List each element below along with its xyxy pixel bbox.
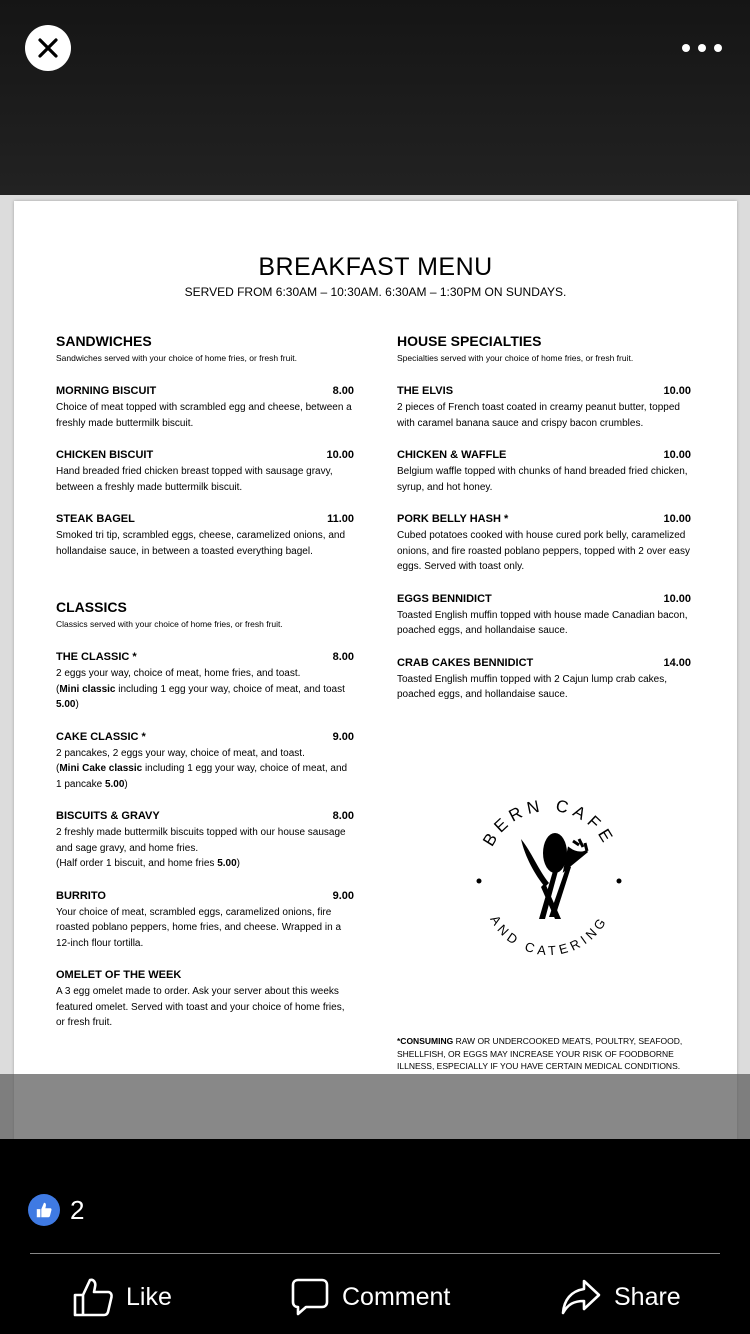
- item-desc: Toasted English muffin topped with house made Canadian bacon, poached eggs, and hollandaise sauce.: [397, 609, 688, 636]
- item-desc: 2 pieces of French toast coated in creamy peanut butter, topped with caramel banana sauce and crispy bacon crumbles.: [397, 402, 680, 429]
- svg-text:BERN CAFE: BERN CAFE: [479, 795, 619, 850]
- like-badge: [28, 1194, 60, 1226]
- item-desc: Choice of meat topped with scrambled egg and cheese, between a freshly made buttermilk biscuit.: [56, 402, 352, 429]
- item-desc: 2 pancakes, 2 eggs your way, choice of meat, and toast. (Mini Cake classic including 1 egg your way, choice of meat, and 1 pancake 5.00): [56, 747, 348, 790]
- item-name: BISCUITS & GRAVY: [56, 810, 160, 822]
- section-title-specialties: HOUSE SPECIALTIES: [397, 333, 542, 349]
- menu-item: [397, 657, 691, 703]
- reaction-bar: [0, 1139, 750, 1334]
- item-desc: A 3 egg omelet made to order. Ask your server about this weeks featured omelet. Served with toast and your choice of home fries, or fresh fruit.: [56, 986, 345, 1028]
- item-name: OMELET OF THE WEEK: [56, 969, 182, 981]
- close-button[interactable]: [25, 25, 71, 71]
- divider: [30, 1253, 720, 1254]
- item-desc: Belgium waffle topped with chunks of hand breaded fried chicken, syrup, and hot honey.: [397, 466, 688, 493]
- item-price: 10.00: [663, 592, 691, 605]
- share-label: Share: [614, 1282, 681, 1311]
- item-desc: 2 freshly made buttermilk biscuits topped with our house sausage and sage gravy, and home fries. (Half order 1 biscuit, and home fries 5.00): [56, 827, 346, 869]
- item-price: 10.00: [663, 385, 691, 397]
- item-name: MORNING BISCUIT: [56, 385, 157, 397]
- item-name: CHICKEN & WAFFLE: [397, 449, 507, 461]
- more-options-button[interactable]: [682, 38, 722, 58]
- menu-item: [397, 449, 691, 495]
- more-dot: [682, 44, 690, 52]
- section-note: Classics served with your choice of home fries, or fresh fruit.: [56, 619, 283, 629]
- item-price: 8.00: [332, 651, 354, 663]
- item-name: THE ELVIS: [397, 385, 454, 397]
- item-name: STEAK BAGEL: [56, 513, 135, 525]
- share-button[interactable]: [560, 1269, 681, 1325]
- menu-hours: SERVED FROM 6:30AM – 10:30AM. 6:30AM – 1:30PM ON SUNDAYS.: [184, 285, 567, 299]
- disclaimer-text: *CONSUMING RAW OR UNDERCOOKED MEATS, POULTRY, SEAFOOD, SHELLFISH, OR EGGS MAY INCREASE YOUR RISK OF FOODBORNE ILLNESS, ESPECIALLY IF YOU HAVE CERTAIN MEDICAL CONDITIONS.: [397, 1036, 683, 1071]
- photo-caption-overlay: [0, 1074, 750, 1139]
- item-desc: Toasted English muffin topped with 2 Cajun lump crab cakes, poached eggs, and hollandaise sauce.: [397, 673, 667, 700]
- menu-item: [56, 731, 354, 793]
- item-price: 11.00: [327, 513, 354, 525]
- item-name: THE CLASSIC *: [56, 651, 137, 663]
- section-note: Specialties served with your choice of home fries, or fresh fruit.: [397, 353, 634, 363]
- svg-text:AND CATERING: AND CATERING: [487, 912, 611, 959]
- menu-item: [56, 513, 354, 559]
- item-name: PORK BELLY HASH *: [397, 513, 509, 525]
- close-icon: [38, 38, 58, 58]
- menu-item: [56, 969, 354, 1031]
- menu-item: [56, 810, 354, 872]
- menu-left-column: [56, 333, 354, 1049]
- item-price: 9.00: [332, 889, 354, 902]
- menu-right-column: [397, 333, 691, 721]
- menu-item: [56, 385, 354, 431]
- bern-cafe-logo: [469, 791, 629, 961]
- menu-item: [397, 385, 691, 431]
- item-price: 10.00: [663, 449, 691, 461]
- item-price: 8.00: [332, 810, 354, 822]
- item-name: BURRITO: [56, 889, 106, 902]
- thumbs-up-icon: [35, 1201, 53, 1219]
- item-name: CAKE CLASSIC *: [56, 730, 146, 743]
- item-name: CRAB CAKES BENNIDICT: [397, 656, 534, 669]
- menu-item: [56, 449, 354, 495]
- item-desc: Your choice of meat, scrambled eggs, caramelized onions, fire roasted poblano peppers, home fries, and cheese. Wrapped in a 12-inch flour tortilla.: [56, 906, 341, 949]
- menu-item: [56, 890, 354, 952]
- item-price: 9.00: [332, 730, 354, 743]
- section-title-classics: CLASSICS: [56, 599, 127, 615]
- menu-item: [397, 513, 691, 575]
- more-dot: [698, 44, 706, 52]
- viewer-top-bar: [0, 0, 750, 195]
- menu-paper: [14, 201, 737, 1139]
- like-label: Like: [126, 1282, 172, 1311]
- item-price: 10.00: [663, 513, 691, 525]
- item-desc: 2 eggs your way, choice of meat, home fries, and toast. (Mini classic including 1 egg your way, choice of meat, and toast 5.00): [56, 668, 345, 710]
- section-title-sandwiches: SANDWICHES: [56, 333, 152, 349]
- comment-icon: [290, 1277, 330, 1317]
- share-icon: [560, 1276, 602, 1318]
- item-name: CHICKEN BISCUIT: [56, 449, 154, 461]
- comment-label: Comment: [342, 1282, 451, 1311]
- menu-item: [56, 651, 354, 713]
- item-desc: Cubed potatoes cooked with house cured pork belly, caramelized onions, and fire roasted poblano peppers, topped with 2 over easy eggs. Served with toast only.: [397, 530, 690, 572]
- menu-title: BREAKFAST MENU: [258, 253, 493, 281]
- item-price: 14.00: [663, 656, 691, 669]
- item-price: 10.00: [326, 449, 354, 461]
- item-desc: Hand breaded fried chicken breast topped with sausage gravy, between a freshly made buttermilk biscuit.: [56, 466, 333, 493]
- photo-viewer[interactable]: [0, 195, 750, 1139]
- item-desc: Smoked tri tip, scrambled eggs, cheese, caramelized onions, and hollandaise sauce, in between a toasted everything bagel.: [56, 530, 346, 557]
- menu-item: [397, 593, 691, 639]
- action-buttons: [0, 1269, 750, 1325]
- like-button[interactable]: [72, 1269, 172, 1325]
- more-dot: [714, 44, 722, 52]
- reaction-summary[interactable]: [28, 1194, 84, 1226]
- thumbs-up-outline-icon: [72, 1276, 114, 1318]
- like-count: 2: [70, 1194, 85, 1225]
- item-name: EGGS BENNIDICT: [397, 592, 492, 605]
- item-price: 8.00: [332, 385, 354, 397]
- comment-button[interactable]: [290, 1269, 450, 1325]
- section-note: Sandwiches served with your choice of home fries, or fresh fruit.: [56, 353, 297, 363]
